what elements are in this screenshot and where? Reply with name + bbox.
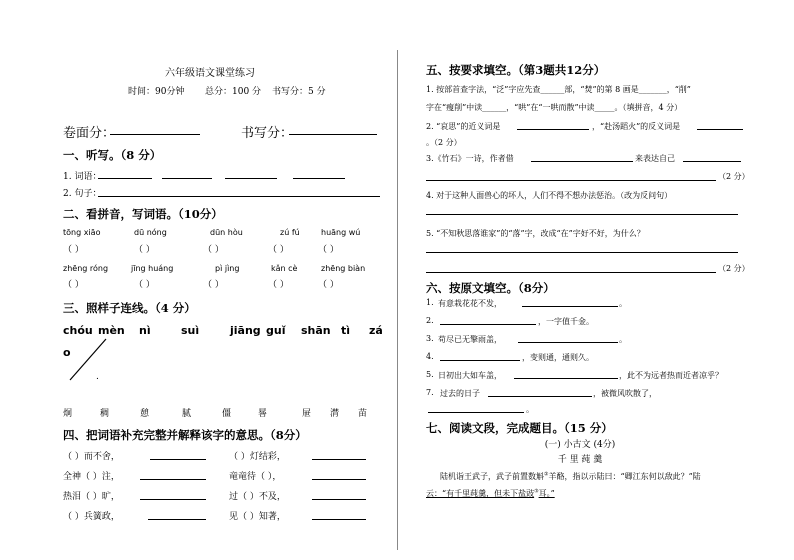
match-pinyin[interactable]: tì (341, 324, 351, 337)
idiom-item[interactable]: 见（ ）知著， (229, 512, 286, 522)
dictation-word-line[interactable] (225, 178, 277, 179)
words-label: 1. 词语： (63, 172, 102, 182)
recite-blank[interactable] (428, 412, 524, 413)
answer-paren[interactable]: （ ） (63, 245, 84, 255)
recite-blank[interactable] (518, 342, 618, 343)
match-char[interactable]: 苗 (358, 409, 368, 419)
recite-suffix: ，此不为远者热而近者凉乎？ (619, 371, 723, 380)
section-2-title: 二、看拼音，写词语。（10分） (63, 207, 223, 221)
pinyin: zú fú (280, 228, 300, 237)
recite-suffix: ，变则通，通则久。 (522, 353, 594, 362)
recite-prefix: 过去的日子 (440, 389, 480, 398)
synonym-blank[interactable] (517, 129, 589, 130)
match-pinyin[interactable]: nì (139, 324, 151, 337)
section-3-title: 三、照样子连线。（4 分） (63, 301, 196, 315)
idiom-item[interactable]: （ ）灯结彩， (229, 452, 286, 462)
recite-blank[interactable] (488, 396, 592, 397)
idiom-item[interactable]: 热泪（ ）旷， (63, 492, 120, 502)
q5-2-score: 。（2 分） (426, 138, 462, 147)
idiom-meaning-line[interactable] (140, 499, 206, 500)
recite-suffix: ，一字值千金。 (538, 317, 594, 326)
idiom-meaning-line[interactable] (140, 479, 206, 480)
writing-info: 书写分：5 分 (272, 87, 326, 97)
answer-paren[interactable]: （ ） (63, 280, 84, 290)
recite-number: 5. (426, 370, 434, 379)
recite-number: 4. (426, 352, 434, 361)
example-match-line (60, 336, 110, 386)
answer-paren[interactable]: （ ） (203, 280, 224, 290)
idiom-meaning-line[interactable] (148, 519, 206, 520)
match-pinyin[interactable]: zá (369, 324, 383, 337)
match-char[interactable]: 屉 (302, 409, 312, 419)
dictation-word-line[interactable] (162, 178, 212, 179)
time-info: 时间：90分钟 (128, 87, 185, 97)
column-divider (397, 50, 398, 550)
idiom-meaning-line[interactable] (312, 499, 366, 500)
q5-5-text: 5. “不知秋思落谁家”的“落”字，改成“在”字好不好，为什么？ (426, 229, 645, 238)
q5-1-line-b[interactable]: 字在“瘦削”中读______，“哄”在“一哄而散”中读_____。（填拼音，4 分） (426, 103, 683, 112)
recite-suffix: ，被微风吹散了， (593, 389, 657, 398)
match-char[interactable]: 潸 (330, 409, 340, 419)
poem-blank[interactable] (683, 161, 741, 162)
dictation-sentence-line[interactable] (98, 196, 380, 197)
q5-5-score: （2 分） (718, 264, 750, 273)
recite-blank[interactable] (514, 378, 618, 379)
match-pinyin[interactable]: jiāng (230, 324, 261, 337)
match-pinyin[interactable]: mèn (98, 324, 125, 337)
idiom-item[interactable]: 全神（ ）注， (63, 472, 120, 482)
total-info: 总分：100 分 (205, 87, 262, 97)
passage-text: 陆机诣王武子，武子前置数斛②羊酪，指以示陆曰：“卿江东何以敌此？”陆 (440, 471, 701, 481)
dictation-word-line[interactable] (98, 178, 152, 179)
recite-prefix: 日初出大如车盖， (438, 371, 502, 380)
pinyin: dūn hòu (210, 228, 243, 237)
answer-paren[interactable]: （ ） (318, 280, 339, 290)
recite-blank[interactable] (440, 360, 520, 361)
match-pinyin[interactable]: suì (181, 324, 200, 337)
writing-score-label: 书写分： (241, 126, 294, 141)
recite-blank[interactable] (440, 324, 536, 325)
recite-suffix: 。 (526, 405, 534, 414)
answer-paren[interactable]: （ ） (134, 245, 155, 255)
section-6-title: 六、按原文填空。（8分） (426, 281, 555, 295)
sentence-label: 2. 句子： (63, 189, 102, 199)
answer-paren[interactable]: （ ） (134, 280, 155, 290)
writing-score-line[interactable] (289, 134, 377, 135)
recite-number: 2. (426, 316, 434, 325)
recite-prefix: 苟尽已无擎雨盖， (438, 335, 502, 344)
answer-line[interactable] (426, 272, 716, 273)
answer-paren[interactable]: （ ） (268, 280, 289, 290)
recite-number: 1. (426, 298, 434, 307)
example-dot: . (96, 372, 99, 382)
section-4-title: 四、把词语补充完整并解释该字的意思。（8分） (63, 428, 307, 442)
recite-blank[interactable] (522, 306, 618, 307)
match-char[interactable]: 稠 (100, 409, 110, 419)
answer-paren[interactable]: （ ） (268, 245, 289, 255)
passage-text: 云：“有千里莼羹，但未下盐豉③耳。” (426, 488, 555, 498)
match-char[interactable]: 憩 (140, 409, 150, 419)
idiom-item[interactable]: （ ）而不舍， (63, 452, 120, 462)
idiom-item[interactable]: 过（ ）不及， (229, 492, 286, 502)
idiom-meaning-line[interactable] (312, 479, 366, 480)
pinyin: pì jìng (215, 264, 240, 273)
idiom-meaning-line[interactable] (312, 519, 366, 520)
recite-suffix: 。 (619, 335, 627, 344)
section-1-title: 一、听写。（8 分） (63, 148, 162, 162)
recite-number: 7. (426, 388, 434, 397)
q5-3-score: （2 分） (718, 172, 750, 181)
match-char[interactable]: 晷 (258, 409, 268, 419)
pinyin: zhēng róng (63, 264, 109, 273)
answer-line[interactable] (426, 214, 738, 215)
page-title: 六年级语文课堂练习 (165, 68, 255, 79)
match-char[interactable]: 僵 (222, 409, 232, 419)
pinyin: zhēng biàn (321, 264, 366, 273)
antonym-blank[interactable] (697, 129, 743, 130)
section-7-title: 七、阅读文段，完成题目。（15 分） (426, 421, 613, 435)
idiom-item[interactable]: （ ）兵簧政， (63, 512, 120, 522)
answer-paren[interactable]: （ ） (203, 245, 224, 255)
answer-paren[interactable]: （ ） (318, 245, 339, 255)
q5-2-text-b: ，“赴汤蹈火”的反义词是 (592, 122, 681, 131)
pinyin: huāng wú (321, 228, 361, 237)
answer-line[interactable] (426, 252, 738, 253)
dictation-word-line[interactable] (293, 178, 345, 179)
match-char[interactable]: 腻 (182, 409, 192, 419)
idiom-meaning-line[interactable] (150, 459, 206, 460)
recite-number: 3. (426, 334, 434, 343)
recite-suffix: 。 (619, 299, 627, 308)
match-pinyin[interactable]: chóu (63, 324, 93, 337)
q5-1-line-a[interactable]: 1. 按部首查字法，“泛”字应先查______部，“焚”的第 8 画是_______，“削” (426, 85, 691, 94)
passage-title: 千 里 莼 羹 (557, 455, 603, 465)
face-score-label: 卷面分： (63, 126, 116, 141)
recite-prefix: 有意栽花花不发， (438, 299, 502, 308)
match-pinyin[interactable]: guǐ (266, 324, 286, 337)
q5-4-text: 4. 对于这种人面兽心的坏人，人们不得不想办法惩治。（改为反问句） (426, 191, 673, 200)
match-char[interactable]: 炯 (63, 409, 73, 419)
face-score-line[interactable] (110, 134, 200, 135)
section-5-title: 五、按要求填空。（第3题共12分） (426, 63, 606, 77)
answer-line[interactable] (426, 180, 716, 181)
pinyin: dū nóng (134, 228, 167, 237)
pinyin: jīng huáng (131, 264, 174, 273)
poem-blank[interactable] (531, 161, 633, 162)
idiom-meaning-line[interactable] (312, 459, 366, 460)
pinyin: kǎn cè (271, 264, 298, 273)
match-pinyin-tail: o (63, 346, 71, 359)
q5-3-text-b: 来表达自己 (635, 154, 675, 163)
q5-2-text-a: 2. “哀思”的近义词是 (426, 122, 501, 131)
pinyin: tōng xiāo (63, 228, 101, 237)
idiom-item[interactable]: 竜竜待（ ）， (229, 472, 282, 482)
q5-3-text-a: 3.《竹石》一诗，作者借 (426, 154, 514, 163)
passage-subtitle: (一) 小古文 (4分) (544, 440, 616, 450)
match-pinyin[interactable]: shān (301, 324, 331, 337)
